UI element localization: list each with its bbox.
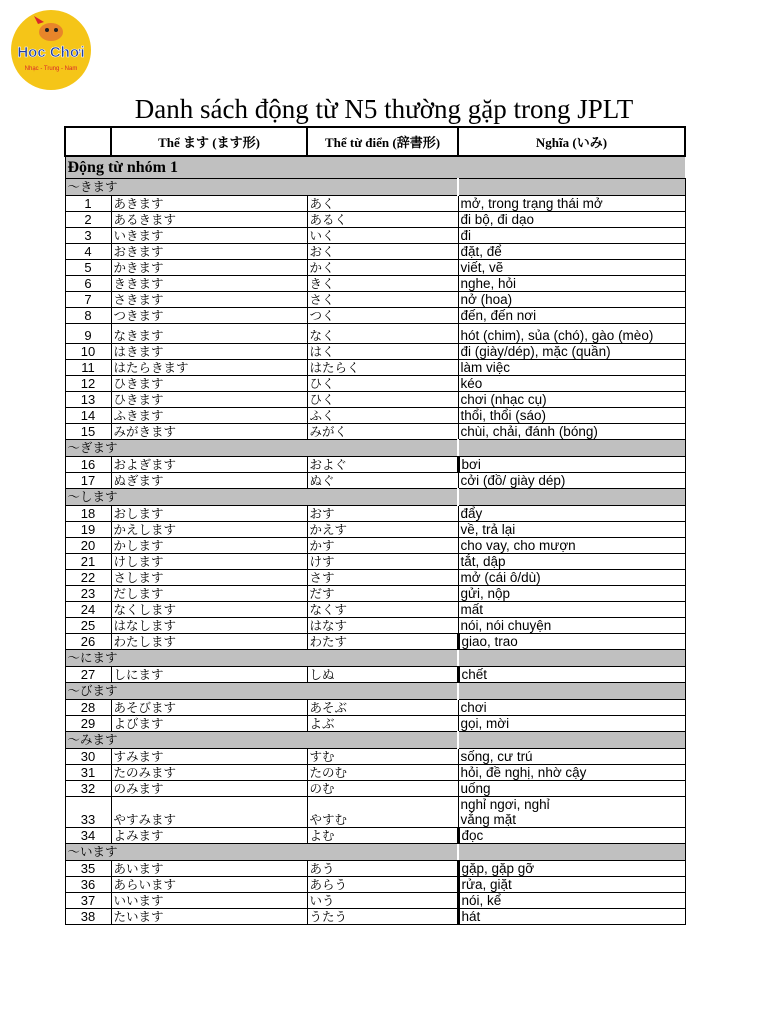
- dictionary-form: みがく: [307, 424, 458, 440]
- dictionary-form: さく: [307, 292, 458, 308]
- masu-form: あいます: [111, 861, 307, 877]
- dictionary-form: やすむ: [307, 797, 458, 828]
- dictionary-form: はたらく: [307, 360, 458, 376]
- masu-form: はなします: [111, 618, 307, 634]
- row-number: 33: [65, 797, 111, 828]
- table-row: [65, 700, 685, 716]
- dictionary-form: かす: [307, 538, 458, 554]
- masu-form: あそびます: [111, 700, 307, 716]
- category-spacer: [458, 440, 685, 457]
- dictionary-form: あそぶ: [307, 700, 458, 716]
- masu-form: だします: [111, 586, 307, 602]
- meaning: hát: [458, 909, 685, 925]
- table-row: [65, 344, 685, 360]
- meaning: mất: [458, 602, 685, 618]
- row-number: 3: [65, 228, 111, 244]
- row-number: 30: [65, 749, 111, 765]
- header-meaning: Nghĩa (いみ): [458, 127, 685, 156]
- dictionary-form: あるく: [307, 212, 458, 228]
- table-row: [65, 634, 685, 650]
- category-row: [65, 844, 685, 861]
- row-number: 1: [65, 196, 111, 212]
- table-row: [65, 457, 685, 473]
- table-header-row: [65, 127, 685, 156]
- category-row: [65, 732, 685, 749]
- masu-form: やすみます: [111, 797, 307, 828]
- meaning: chơi: [458, 700, 685, 716]
- meaning: nghe, hỏi: [458, 276, 685, 292]
- row-number: 20: [65, 538, 111, 554]
- row-number: 5: [65, 260, 111, 276]
- logo-emblem: [8, 10, 94, 90]
- dictionary-form: かえす: [307, 522, 458, 538]
- meaning: chùi, chải, đánh (bóng): [458, 424, 685, 440]
- dictionary-form: よぶ: [307, 716, 458, 732]
- table-row: [65, 408, 685, 424]
- masu-form: かします: [111, 538, 307, 554]
- table-row: [65, 765, 685, 781]
- table-row: [65, 877, 685, 893]
- meaning: gửi, nộp: [458, 586, 685, 602]
- dictionary-form: つく: [307, 308, 458, 324]
- dictionary-form: いく: [307, 228, 458, 244]
- dictionary-form: なく: [307, 324, 458, 344]
- row-number: 18: [65, 506, 111, 522]
- dictionary-form: あく: [307, 196, 458, 212]
- dictionary-form: はく: [307, 344, 458, 360]
- meaning: nói, kể: [458, 893, 685, 909]
- row-number: 6: [65, 276, 111, 292]
- category-spacer: [458, 489, 685, 506]
- meaning: cho vay, cho mượn: [458, 538, 685, 554]
- dictionary-form: かく: [307, 260, 458, 276]
- meaning: đẩy: [458, 506, 685, 522]
- masu-form: みがきます: [111, 424, 307, 440]
- masu-form: あらいます: [111, 877, 307, 893]
- category-row: [65, 179, 685, 196]
- masu-form: かきます: [111, 260, 307, 276]
- row-number: 21: [65, 554, 111, 570]
- dictionary-form: うたう: [307, 909, 458, 925]
- row-number: 38: [65, 909, 111, 925]
- table-row: [65, 828, 685, 844]
- row-number: 11: [65, 360, 111, 376]
- category-row: [65, 650, 685, 667]
- category-spacer: [458, 179, 685, 196]
- table-row: [65, 360, 685, 376]
- meaning: viết, vẽ: [458, 260, 685, 276]
- masu-form: よびます: [111, 716, 307, 732]
- category-spacer: [458, 650, 685, 667]
- dictionary-form: ぬぐ: [307, 473, 458, 489]
- masu-form: およぎます: [111, 457, 307, 473]
- dictionary-form: いう: [307, 893, 458, 909]
- meaning: nở (hoa): [458, 292, 685, 308]
- category-label: ～にます: [65, 650, 458, 667]
- meaning: nghỉ ngơi, nghỉ vắng mặt: [458, 797, 685, 828]
- meaning: chết: [458, 667, 685, 683]
- dictionary-form: たのむ: [307, 765, 458, 781]
- dictionary-form: なくす: [307, 602, 458, 618]
- table-row: [65, 308, 685, 324]
- masu-form: あきます: [111, 196, 307, 212]
- header-number: [65, 127, 111, 156]
- table-row: [65, 667, 685, 683]
- masu-form: よみます: [111, 828, 307, 844]
- meaning: rửa, giặt: [458, 877, 685, 893]
- meaning: đặt, để: [458, 244, 685, 260]
- dictionary-form: しぬ: [307, 667, 458, 683]
- table-row: [65, 244, 685, 260]
- row-number: 7: [65, 292, 111, 308]
- row-number: 32: [65, 781, 111, 797]
- dictionary-form: はなす: [307, 618, 458, 634]
- header-dictionary-form: Thể từ điển (辞書形): [307, 127, 458, 156]
- masu-form: すみます: [111, 749, 307, 765]
- masu-form: けします: [111, 554, 307, 570]
- table-row: [65, 797, 685, 828]
- meaning: về, trả lại: [458, 522, 685, 538]
- masu-form: おします: [111, 506, 307, 522]
- table-row: [65, 716, 685, 732]
- table-row: [65, 196, 685, 212]
- dictionary-form: およぐ: [307, 457, 458, 473]
- row-number: 22: [65, 570, 111, 586]
- meaning: mở (cái ô/dù): [458, 570, 685, 586]
- row-number: 17: [65, 473, 111, 489]
- meaning: mở, trong trạng thái mở: [458, 196, 685, 212]
- masu-form: しにます: [111, 667, 307, 683]
- page-title: Danh sách động từ N5 thường gặp trong JPLT: [134, 94, 634, 124]
- category-row: [65, 440, 685, 457]
- table-row: [65, 893, 685, 909]
- category-spacer: [458, 683, 685, 700]
- dictionary-form: ひく: [307, 376, 458, 392]
- masu-form: おきます: [111, 244, 307, 260]
- masu-form: いいます: [111, 893, 307, 909]
- dictionary-form: あらう: [307, 877, 458, 893]
- row-number: 15: [65, 424, 111, 440]
- row-number: 13: [65, 392, 111, 408]
- meaning: cởi (đồ/ giày dép): [458, 473, 685, 489]
- header-masu-form: Thể ます (ます形): [111, 127, 307, 156]
- dictionary-form: ふく: [307, 408, 458, 424]
- group-row: [65, 156, 685, 179]
- masu-form: さきます: [111, 292, 307, 308]
- table-row: [65, 554, 685, 570]
- table-row: [65, 228, 685, 244]
- masu-form: ききます: [111, 276, 307, 292]
- meaning: chơi (nhạc cụ): [458, 392, 685, 408]
- category-label: ～します: [65, 489, 458, 506]
- row-number: 12: [65, 376, 111, 392]
- dictionary-form: さす: [307, 570, 458, 586]
- masu-form: はきます: [111, 344, 307, 360]
- masu-form: たいます: [111, 909, 307, 925]
- meaning: uống: [458, 781, 685, 797]
- dictionary-form: すむ: [307, 749, 458, 765]
- table-row: [65, 522, 685, 538]
- meaning: đi (giày/dép), mặc (quần): [458, 344, 685, 360]
- dictionary-form: よむ: [307, 828, 458, 844]
- table-body: [65, 156, 685, 925]
- dictionary-form: おく: [307, 244, 458, 260]
- dictionary-form: だす: [307, 586, 458, 602]
- svg-text:Hoc Chơi: Hoc Chơi: [17, 44, 85, 61]
- table-row: [65, 392, 685, 408]
- masu-form: ひきます: [111, 392, 307, 408]
- meaning: gọi, mời: [458, 716, 685, 732]
- row-number: 29: [65, 716, 111, 732]
- table-row: [65, 909, 685, 925]
- logo: [8, 10, 94, 90]
- category-label: ～びます: [65, 683, 458, 700]
- table-row: [65, 602, 685, 618]
- masu-form: わたします: [111, 634, 307, 650]
- table-row: [65, 570, 685, 586]
- row-number: 19: [65, 522, 111, 538]
- meaning: gặp, gặp gỡ: [458, 861, 685, 877]
- row-number: 23: [65, 586, 111, 602]
- meaning: sống, cư trú: [458, 749, 685, 765]
- table-row: [65, 292, 685, 308]
- masu-form: なきます: [111, 324, 307, 344]
- category-label: ～きます: [65, 179, 458, 196]
- row-number: 28: [65, 700, 111, 716]
- table-row: [65, 618, 685, 634]
- table-row: [65, 749, 685, 765]
- row-number: 31: [65, 765, 111, 781]
- row-number: 25: [65, 618, 111, 634]
- table-row: [65, 586, 685, 602]
- meaning: đọc: [458, 828, 685, 844]
- table-row: [65, 538, 685, 554]
- row-number: 9: [65, 324, 111, 344]
- row-number: 36: [65, 877, 111, 893]
- meaning: tắt, dập: [458, 554, 685, 570]
- row-number: 8: [65, 308, 111, 324]
- meaning: đi bộ, đi dạo: [458, 212, 685, 228]
- meaning: đi: [458, 228, 685, 244]
- masu-form: のみます: [111, 781, 307, 797]
- dictionary-form: きく: [307, 276, 458, 292]
- table-row: [65, 324, 685, 344]
- meaning: giao, trao: [458, 634, 685, 650]
- dictionary-form: ひく: [307, 392, 458, 408]
- meaning: hỏi, đề nghị, nhờ cậy: [458, 765, 685, 781]
- meaning: kéo: [458, 376, 685, 392]
- masu-form: ふきます: [111, 408, 307, 424]
- table-row: [65, 781, 685, 797]
- meaning: hót (chim), sủa (chó), gào (mèo): [458, 324, 685, 344]
- dictionary-form: わたす: [307, 634, 458, 650]
- row-number: 37: [65, 893, 111, 909]
- row-number: 24: [65, 602, 111, 618]
- masu-form: たのみます: [111, 765, 307, 781]
- table-row: [65, 506, 685, 522]
- masu-form: あるきます: [111, 212, 307, 228]
- table-row: [65, 473, 685, 489]
- table-row: [65, 376, 685, 392]
- group-label: Động từ nhóm 1: [65, 156, 685, 179]
- row-number: 16: [65, 457, 111, 473]
- category-label: ～ぎます: [65, 440, 458, 457]
- category-label: ～います: [65, 844, 458, 861]
- masu-form: さします: [111, 570, 307, 586]
- masu-form: ひきます: [111, 376, 307, 392]
- row-number: 14: [65, 408, 111, 424]
- meaning: thổi, thổi (sáo): [458, 408, 685, 424]
- table-row: [65, 861, 685, 877]
- row-number: 2: [65, 212, 111, 228]
- meaning: làm việc: [458, 360, 685, 376]
- row-number: 26: [65, 634, 111, 650]
- masu-form: はたらきます: [111, 360, 307, 376]
- svg-text:Nhạc - Trung - Nam: Nhạc - Trung - Nam: [24, 66, 78, 72]
- row-number: 10: [65, 344, 111, 360]
- category-spacer: [458, 732, 685, 749]
- category-row: [65, 489, 685, 506]
- row-number: 27: [65, 667, 111, 683]
- row-number: 35: [65, 861, 111, 877]
- masu-form: かえします: [111, 522, 307, 538]
- dictionary-form: おす: [307, 506, 458, 522]
- masu-form: なくします: [111, 602, 307, 618]
- row-number: 34: [65, 828, 111, 844]
- table-row: [65, 260, 685, 276]
- meaning: đến, đến nơi: [458, 308, 685, 324]
- table-row: [65, 424, 685, 440]
- category-spacer: [458, 844, 685, 861]
- dictionary-form: あう: [307, 861, 458, 877]
- category-label: ～みます: [65, 732, 458, 749]
- verb-table: [64, 126, 686, 925]
- table-row: [65, 276, 685, 292]
- meaning: nói, nói chuyện: [458, 618, 685, 634]
- row-number: 4: [65, 244, 111, 260]
- masu-form: ぬぎます: [111, 473, 307, 489]
- masu-form: いきます: [111, 228, 307, 244]
- dictionary-form: けす: [307, 554, 458, 570]
- dictionary-form: のむ: [307, 781, 458, 797]
- meaning: bơi: [458, 457, 685, 473]
- category-row: [65, 683, 685, 700]
- masu-form: つきます: [111, 308, 307, 324]
- table-row: [65, 212, 685, 228]
